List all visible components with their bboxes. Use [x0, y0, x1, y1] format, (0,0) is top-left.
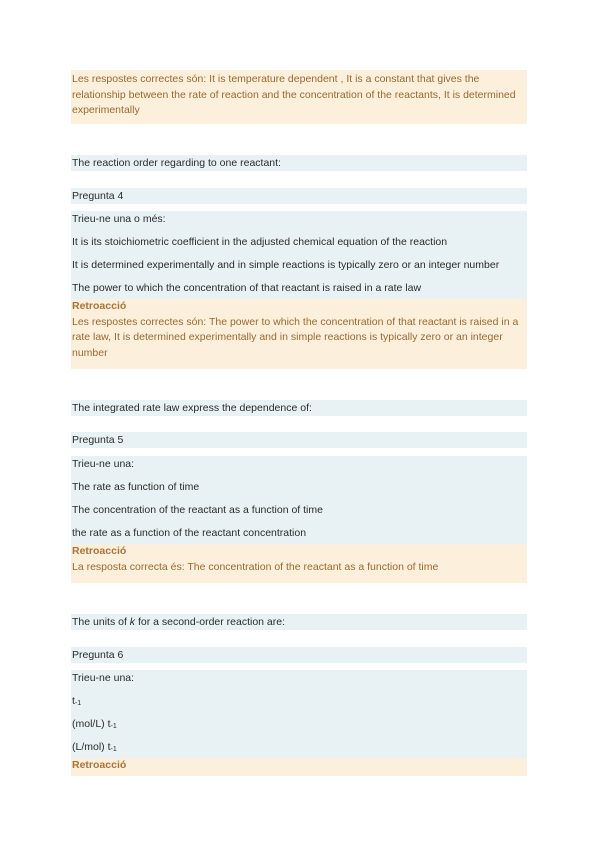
- feedback-q4-text: Les respostes correctes són: The power to which the concentration of that reactant is raised in a rate law, It is determined experimentally and in simple reactions is typically zero or an integer number: [72, 315, 519, 359]
- q5-options: [71, 456, 527, 544]
- feedback-q6: [71, 758, 527, 776]
- q4-options: [71, 211, 527, 299]
- q6-statement-post: for a second-order reaction are:: [135, 616, 286, 628]
- q5-option-2[interactable]: The concentration of the reactant as a function of time: [72, 504, 323, 516]
- q6-instruction: Trieu-ne una:: [72, 672, 135, 684]
- q6-option-3-base: (L/mol) t: [72, 741, 111, 753]
- q6-number: [71, 647, 527, 663]
- q4-number-text: Pregunta 4: [72, 190, 124, 202]
- feedback-q3: [71, 70, 527, 124]
- q4-option-1[interactable]: It is its stoichiometric coefficient in the adjusted chemical equation of the reaction: [72, 236, 448, 248]
- q6-options: [71, 670, 527, 758]
- q4-number: [71, 188, 527, 204]
- q5-statement: [71, 400, 527, 416]
- q4-statement-text: The reaction order regarding to one reactant:: [72, 157, 281, 169]
- q6-option-1-base: t: [72, 695, 75, 707]
- feedback-q5: [71, 544, 527, 583]
- q6-statement: [71, 614, 527, 630]
- q6-option-3-sup: -1: [110, 746, 117, 753]
- q6-option-2[interactable]: [72, 718, 117, 730]
- q6-option-2-base: (mol/L) t: [72, 718, 111, 730]
- q6-option-1-sup: -1: [74, 700, 82, 707]
- q5-option-3[interactable]: the rate as a function of the reactant concentration: [72, 527, 307, 539]
- q6-statement-pre: The units of: [72, 616, 130, 628]
- q5-statement-text: The integrated rate law express the dependence of:: [72, 402, 312, 414]
- q4-option-3[interactable]: The power to which the concentration of that reactant is raised in a rate law: [72, 282, 422, 294]
- feedback-q3-text: Les respostes correctes són: It is temperature dependent , It is a constant that gives the relationship between the rate of reaction and the concentration of the reactants, It is determined experimentally: [72, 73, 516, 117]
- q4-instruction: Trieu-ne una o més:: [72, 213, 166, 225]
- q4-option-2[interactable]: It is determined experimentally and in simple reactions is typically zero or an integer number: [72, 259, 500, 271]
- feedback-q5-text: La resposta correcta és: The concentration of the reactant as a function of time: [72, 560, 439, 573]
- feedback-q4-title: Retroacció: [72, 300, 127, 312]
- q5-instruction: Trieu-ne una:: [72, 458, 135, 470]
- q6-number-text: Pregunta 6: [72, 649, 124, 661]
- q6-option-1[interactable]: [72, 695, 81, 707]
- q6-option-2-sup: -1: [110, 723, 117, 730]
- q5-option-1[interactable]: The rate as function of time: [72, 481, 200, 493]
- feedback-q6-title: Retroacció: [72, 759, 127, 771]
- feedback-q4: [71, 299, 527, 369]
- q6-statement-k: k: [129, 616, 136, 628]
- q5-number: [71, 432, 527, 448]
- q6-option-3[interactable]: [72, 741, 117, 753]
- q4-statement: [71, 155, 527, 171]
- q5-number-text: Pregunta 5: [72, 434, 124, 446]
- feedback-q5-title: Retroacció: [72, 545, 127, 557]
